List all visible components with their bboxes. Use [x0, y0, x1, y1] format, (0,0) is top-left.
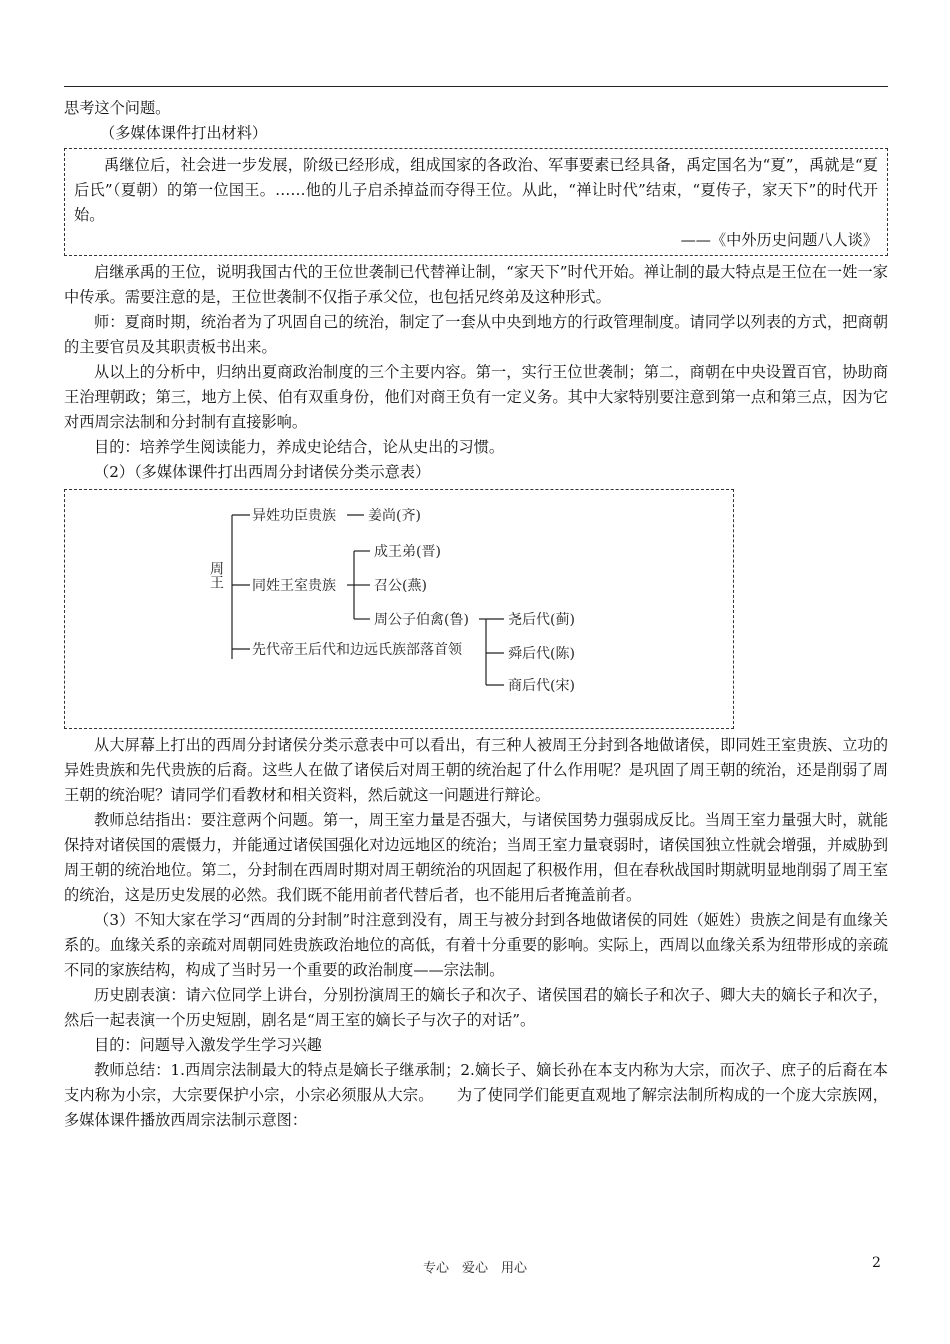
paragraph: 从以上的分析中，归纳出夏商政治制度的三个主要内容。第一，实行王位世袭制；第二，商朝在中央设置百官，协助商王治理朝政；第三，地方上侯、伯有双重身份，他们对商王负有一定义务。其中大家特别要注意到第一点和第三点，因为它对西周宗法制和分封制有直接影响。 — [64, 363, 888, 431]
quote-source: ——《中外历史问题八人谈》 — [680, 231, 878, 249]
enfeoffment-diagram — [64, 489, 734, 729]
paragraph: 教师总结指出：要注意两个问题。第一，周王室力量是否强大，与诸侯国势力强弱成反比。当周王室力量强大时，就能保持对诸侯国的震慑力，并能通过诸侯国强化对边远地区的统治；当周王室力量衰弱时，诸侯国独立性就会增强，并威胁到周王朝的统治地位。第二，分封制在西周时期对周王朝统治的巩固起了积极作用，但在春秋战国时期就明显地削弱了周王室的统治，这是历史发展的必然。我们既不能用前者代替后者，也不能用后者掩盖前者。 — [64, 811, 888, 904]
paragraph: （2）（多媒体课件打出西周分封诸侯分类示意表） — [94, 463, 431, 481]
page-footer: 专心 爱心 用心 — [422, 1261, 527, 1276]
paragraph: 目的：问题导入激发学生学习兴趣 — [94, 1036, 322, 1054]
paragraph: 思考这个问题。 — [64, 99, 171, 117]
diagram-leaf: 周公子伯禽(鲁) — [374, 612, 469, 628]
diagram-root: 周王 — [208, 561, 224, 589]
header-rule — [64, 86, 888, 87]
diagram-leaf: 召公(燕) — [374, 578, 427, 594]
diagram-branch: 同姓王室贵族 — [252, 578, 336, 594]
paragraph: 教师总结：1.西周宗法制最大的特点是嫡长子继承制；2.嫡长子、嫡长孙在本支内称为大宗，而次子、庶子的后裔在本支内称为小宗，大宗要保护小宗，小宗必须服从大宗。 为了使同学们能更直观地了解宗法制所构成的一个庞大宗族网，多媒体课件播放西周宗法制示意图： — [64, 1061, 888, 1129]
paragraph: 从大屏幕上打出的西周分封诸侯分类示意表中可以看出，有三种人被周王分封到各地做诸侯，即同姓王室贵族、立功的异姓贵族和先代贵族的后裔。这些人在做了诸侯后对周王朝的统治起了什么作用呢？是巩固了周王朝的统治，还是削弱了周王朝的统治呢？请同学们看教材和相关资料，然后就这一问题进行辩论。 — [64, 736, 888, 804]
quote-text: 禹继位后，社会进一步发展，阶级已经形成，组成国家的各政治、军事要素已经具备，禹定国名为“夏”，禹就是“夏后氏”（夏朝）的第一位国王。……他的儿子启杀掉益而夺得王位。从此，“禅让时代”结束，“夏传子，家天下”的时代开始。 — [74, 156, 878, 224]
diagram-leaf: 舜后代(陈) — [508, 646, 575, 662]
paragraph: 历史剧表演：请六位同学上讲台，分别扮演周王的嫡长子和次子、诸侯国君的嫡长子和次子、卿大夫的嫡长子和次子，然后一起表演一个历史短剧，剧名是“周王室的嫡长子与次子的对话”。 — [64, 986, 888, 1029]
diagram-leaf: 姜尚(齐) — [368, 508, 421, 524]
paragraph: 师：夏商时期，统治者为了巩固自己的统治，制定了一套从中央到地方的行政管理制度。请同学以列表的方式，把商朝的主要官员及其职责板书出来。 — [64, 313, 888, 356]
paragraph: 目的：培养学生阅读能力，养成史论结合，论从史出的习惯。 — [94, 438, 505, 456]
paragraph: 启继承禹的王位，说明我国古代的王位世袭制已代替禅让制，“家天下”时代开始。禅让制的最大特点是王位在一姓一家中传承。需要注意的是，王位世袭制不仅指子承父位，也包括兄终弟及这种形式。 — [64, 263, 888, 306]
document-page — [64, 96, 888, 1133]
diagram-leaf: 成王弟(晋) — [374, 544, 441, 560]
diagram-branch: 先代帝王后代和边远氏族部落首领 — [252, 642, 462, 658]
paragraph-note: （多媒体课件打出材料） — [100, 124, 268, 142]
diagram-leaf: 尧后代(蓟) — [508, 612, 575, 628]
paragraph: （3）不知大家在学习“西周的分封制”时注意到没有，周王与被分封到各地做诸侯的同姓（姬姓）贵族之间是有血缘关系的。血缘关系的亲疏对周朝同姓贵族政治地位的高低，有着十分重要的影响。实际上，西周以血缘关系为纽带形成的亲疏不同的家族结构，构成了当时另一个重要的政治制度——宗法制。 — [64, 911, 888, 979]
diagram-branch: 异姓功臣贵族 — [252, 508, 336, 524]
diagram-svg — [64, 489, 734, 729]
diagram-leaf: 商后代(宋) — [508, 678, 575, 694]
quote-box — [64, 148, 888, 256]
page-number: 2 — [872, 1255, 881, 1271]
